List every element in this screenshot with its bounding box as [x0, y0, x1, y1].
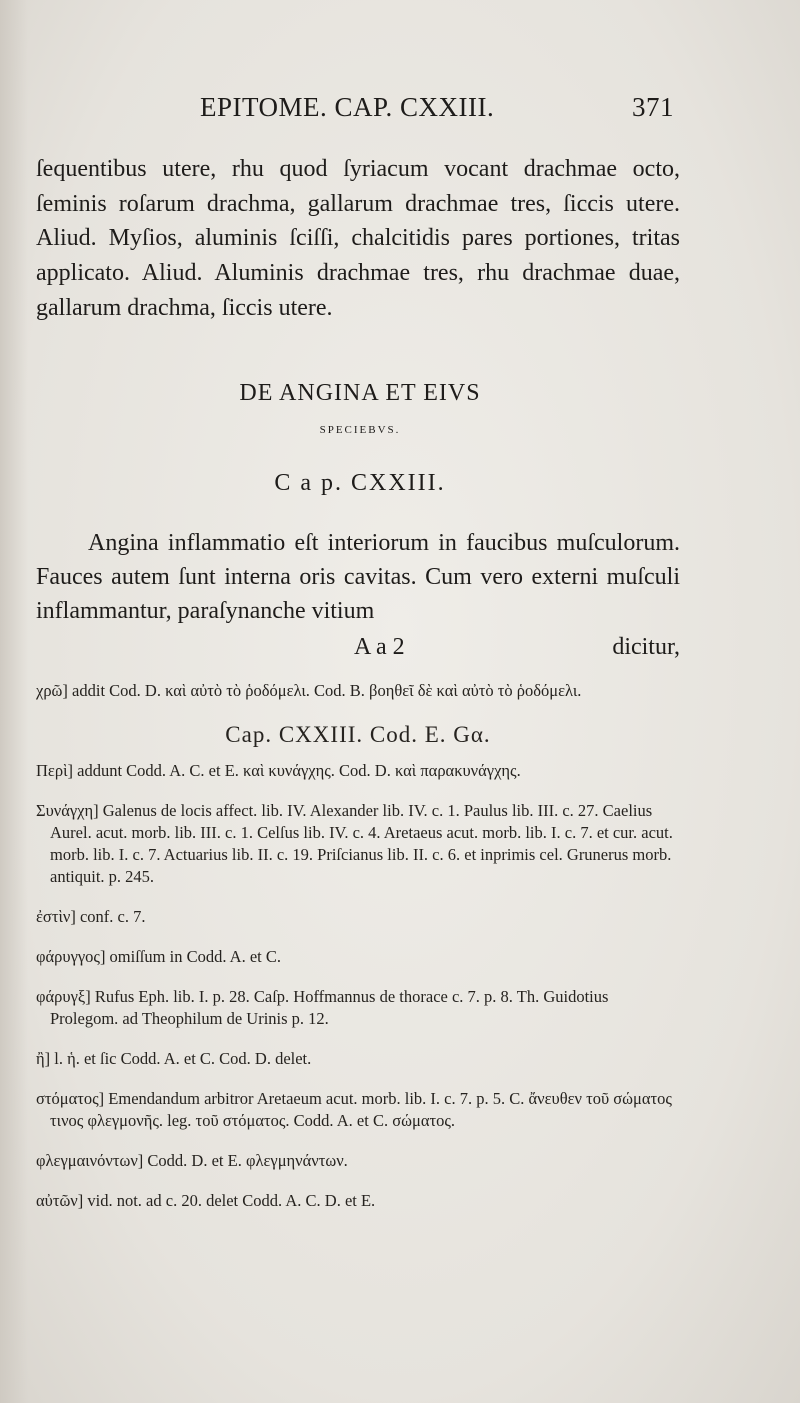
- footnote: φλεγμαινόντων] Codd. D. et E. φλεγμηνάντων.: [36, 1151, 348, 1170]
- footnote: ἢ] l. ἡ. et ſic Codd. A. et C. Cod. D. delet.: [36, 1049, 312, 1068]
- notes-chapter-heading: Cap. CXXIII. Cod. E. Gα.: [225, 722, 491, 747]
- footnote: αὐτῶν] vid. not. ad c. 20. delet Codd. A. C. D. et E.: [36, 1191, 376, 1210]
- signature-line: [36, 628, 680, 662]
- footnote: Συνάγχη] Galenus de locis affect. lib. IV. Alexander lib. IV. c. 1. Paulus lib. III. c. 27. Caelius Aurel. acut. morb. lib. III. c. 1. Celſus lib. IV. c. 4. Aretaeus acut. morb. lib. I. c. 7. et cur. acut. morb. lib. I. c. 7. Actuarius lib. II. c. 19. Priſcianus lib. II. c. 6. et inprimis cel. Grunerus morb. antiquit. p. 245.: [36, 801, 673, 886]
- signature-mark: A a 2: [354, 634, 405, 660]
- page-gutter-shadow: [0, 0, 28, 1403]
- footnote: Περὶ] addunt Codd. A. C. et E. καὶ κυνάγχης. Cod. D. καὶ παρακυνάγχης.: [36, 761, 521, 780]
- catchword: dicitur,: [612, 634, 680, 660]
- body-paragraph: ſequentibus utere, rhu quod ſyriacum vocant drachmae octo, ſeminis roſarum drachma, gallarum drachmae tres, ſiccis utere. Aliud. Myſios, aluminis ſciſſi, chalcitidis pares portiones, tritas applicato. Aliud. Aluminis drachmae tres, rhu drachmae duae, gallarum drachma, ſiccis utere.: [36, 156, 680, 321]
- footnote: φάρυγγος] omiſſum in Codd. A. et C.: [36, 947, 281, 966]
- footnote: ἐστὶν] conf. c. 7.: [36, 907, 146, 926]
- page-number: 371: [632, 92, 674, 122]
- footnote: χρῶ] addit Cod. D. καὶ αὐτὸ τὸ ῥοδόμελι. Cod. B. βοηθεῖ δὲ καὶ αὐτὸ τὸ ῥοδόμελι.: [36, 681, 582, 700]
- chapter-caption: C a p. CXXIII.: [274, 470, 446, 496]
- footnotes: [36, 680, 680, 1212]
- footnote: στόματος] Emendandum arbitror Aretaeum acut. morb. lib. I. c. 7. p. 5. C. ἄνευθεν τοῦ σώματος τινος φλεγμονῆς. leg. τοῦ στόματος. Codd. A. et C. σώματος.: [36, 1089, 672, 1130]
- footnote: φάρυγξ] Rufus Eph. lib. I. p. 28. Caſp. Hoffmannus de thorace c. 7. p. 8. Th. Guidotius Prolegom. ad Theophilum de Urinis p. 12.: [36, 987, 609, 1028]
- section-subheading: SPECIEBVS.: [319, 424, 401, 436]
- running-header: [200, 92, 790, 132]
- section-heading: DE ANGINA ET EIVS: [239, 380, 481, 406]
- running-title: EPITOME. CAP. CXXIII.: [200, 92, 495, 122]
- chapter-paragraph: Angina inflammatio eſt interiorum in faucibus muſculorum. Fauces autem ſunt interna oris cavitas. Cum vero externi muſculi inflammantur, paraſynanche vitium: [36, 530, 680, 624]
